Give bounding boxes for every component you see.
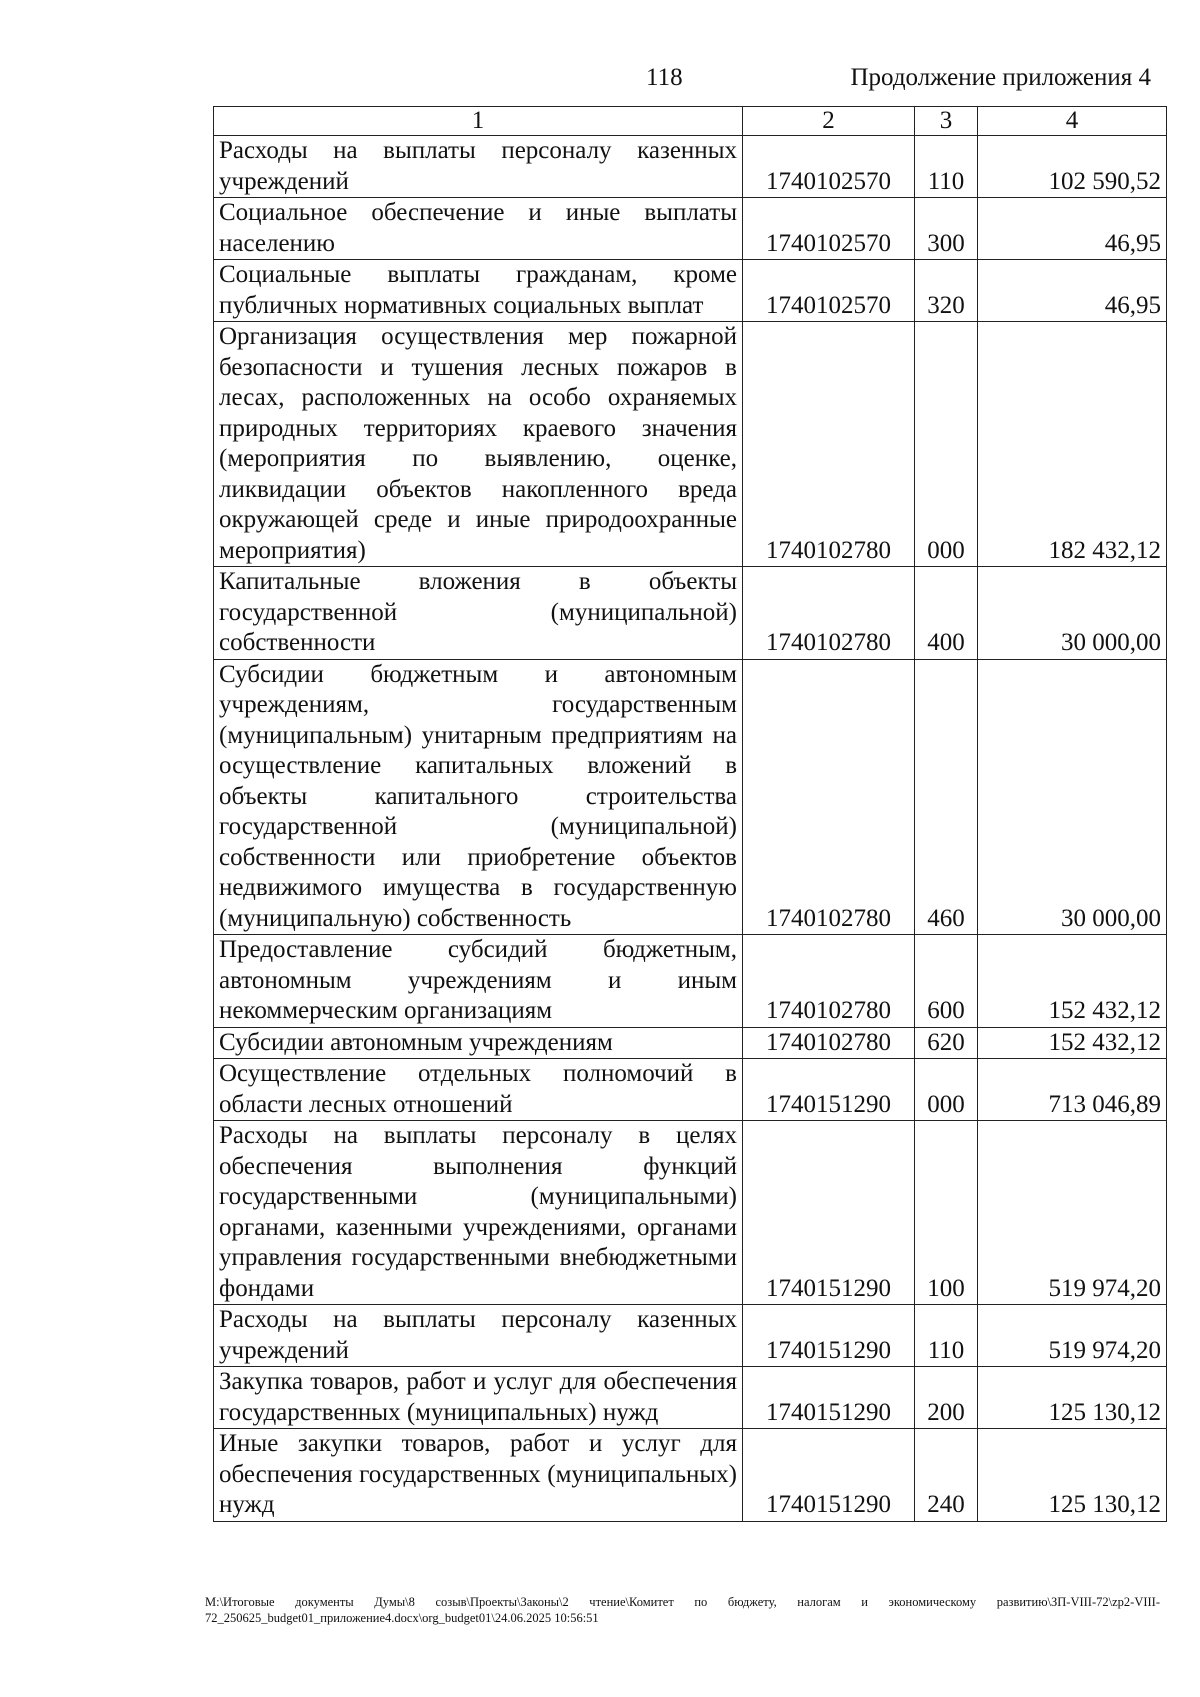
target-code-cell: 1740102780 xyxy=(743,935,915,1028)
table-row xyxy=(214,198,1167,260)
expense-type-cell: 460 xyxy=(915,659,978,935)
target-code-cell: 1740151290 xyxy=(743,1059,915,1121)
amount-cell: 30 000,00 xyxy=(978,659,1167,935)
target-code-cell: 1740102780 xyxy=(743,659,915,935)
amount-cell: 102 590,52 xyxy=(978,136,1167,198)
amount-cell: 125 130,12 xyxy=(978,1429,1167,1522)
expense-name-cell: Предоставление субсидий бюджетным, автономным учреждениям и иным некоммерческим организациям xyxy=(214,935,743,1028)
expense-name-cell: Организация осуществления мер пожарной безопасности и тушения лесных пожаров в лесах, расположенных на особо охраняемых природных территориях краевого значения (мероприятия по выявлению, оценке, ликвидации объектов накопленного вреда окружающей среде и иные природоохранные мероприятия) xyxy=(214,322,743,567)
column-number-row xyxy=(214,107,1167,136)
expense-type-cell: 240 xyxy=(915,1429,978,1522)
amount-cell: 46,95 xyxy=(978,198,1167,260)
target-code-cell: 1740102570 xyxy=(743,136,915,198)
expense-name-cell: Иные закупки товаров, работ и услуг для обеспечения государственных (муниципальных) нужд xyxy=(214,1429,743,1522)
table-row xyxy=(214,1027,1167,1059)
table-row xyxy=(214,1059,1167,1121)
page-header xyxy=(0,64,1200,100)
expense-type-cell: 110 xyxy=(915,136,978,198)
expense-name-cell: Субсидии автономным учреждениям xyxy=(214,1027,743,1059)
expense-name-cell: Капитальные вложения в объекты государственной (муниципальной) собственности xyxy=(214,567,743,660)
expense-name-cell: Субсидии бюджетным и автономным учреждениям, государственным (муниципальным) унитарным предприятиям на осуществление капитальных вложений в объекты капитального строительства государственной (муниципальной) собственности или приобретение объектов недвижимого имущества в государственную (муниципальную) собственность xyxy=(214,659,743,935)
table-row xyxy=(214,322,1167,567)
expense-name-cell: Закупка товаров, работ и услуг для обеспечения государственных (муниципальных) нужд xyxy=(214,1367,743,1429)
target-code-cell: 1740102780 xyxy=(743,1027,915,1059)
amount-cell: 519 974,20 xyxy=(978,1305,1167,1367)
file-path-footer: M:\Итоговые документы Думы\8 созыв\Проекты\Законы\2 чтение\Комитет по бюджету, налогам и экономическому развитию\ЗП-VIII-72\zp2-VIII-72_250625_budget01_приложение4.docx\org_budget01\24.06.2025 10:56:51 xyxy=(205,1595,1160,1625)
table-row xyxy=(214,260,1167,322)
table-row xyxy=(214,659,1167,935)
expense-name-cell: Социальные выплаты гражданам, кроме публичных нормативных социальных выплат xyxy=(214,260,743,322)
expense-name-cell: Расходы на выплаты персоналу казенных учреждений xyxy=(214,136,743,198)
appendix-label: Продолжение приложения 4 xyxy=(850,64,1151,91)
expense-type-cell: 000 xyxy=(915,1059,978,1121)
expense-type-cell: 320 xyxy=(915,260,978,322)
amount-cell: 46,95 xyxy=(978,260,1167,322)
table-row xyxy=(214,1305,1167,1367)
amount-cell: 713 046,89 xyxy=(978,1059,1167,1121)
column-header: 4 xyxy=(978,107,1167,136)
expense-type-cell: 300 xyxy=(915,198,978,260)
column-header: 1 xyxy=(214,107,743,136)
expense-type-cell: 600 xyxy=(915,935,978,1028)
expense-name-cell: Расходы на выплаты персоналу казенных учреждений xyxy=(214,1305,743,1367)
expense-name-cell: Социальное обеспечение и иные выплаты населению xyxy=(214,198,743,260)
target-code-cell: 1740102570 xyxy=(743,198,915,260)
expense-type-cell: 200 xyxy=(915,1367,978,1429)
amount-cell: 519 974,20 xyxy=(978,1121,1167,1305)
expense-type-cell: 110 xyxy=(915,1305,978,1367)
target-code-cell: 1740102780 xyxy=(743,322,915,567)
table-row xyxy=(214,1429,1167,1522)
column-header: 2 xyxy=(743,107,915,136)
budget-table xyxy=(213,106,1167,1522)
target-code-cell: 1740151290 xyxy=(743,1429,915,1522)
target-code-cell: 1740151290 xyxy=(743,1367,915,1429)
amount-cell: 125 130,12 xyxy=(978,1367,1167,1429)
table-row xyxy=(214,1121,1167,1305)
amount-cell: 30 000,00 xyxy=(978,567,1167,660)
target-code-cell: 1740102780 xyxy=(743,567,915,660)
table-row xyxy=(214,567,1167,660)
table-row xyxy=(214,1367,1167,1429)
expense-name-cell: Осуществление отдельных полномочий в области лесных отношений xyxy=(214,1059,743,1121)
target-code-cell: 1740102570 xyxy=(743,260,915,322)
expense-type-cell: 400 xyxy=(915,567,978,660)
column-header: 3 xyxy=(915,107,978,136)
expense-type-cell: 620 xyxy=(915,1027,978,1059)
amount-cell: 182 432,12 xyxy=(978,322,1167,567)
table-row xyxy=(214,935,1167,1028)
target-code-cell: 1740151290 xyxy=(743,1121,915,1305)
amount-cell: 152 432,12 xyxy=(978,1027,1167,1059)
expense-type-cell: 000 xyxy=(915,322,978,567)
expense-type-cell: 100 xyxy=(915,1121,978,1305)
page-number: 118 xyxy=(646,64,683,91)
table-row xyxy=(214,136,1167,198)
expense-name-cell: Расходы на выплаты персоналу в целях обеспечения выполнения функций государственными (муниципальными) органами, казенными учреждениями, органами управления государственными внебюджетными фондами xyxy=(214,1121,743,1305)
amount-cell: 152 432,12 xyxy=(978,935,1167,1028)
target-code-cell: 1740151290 xyxy=(743,1305,915,1367)
